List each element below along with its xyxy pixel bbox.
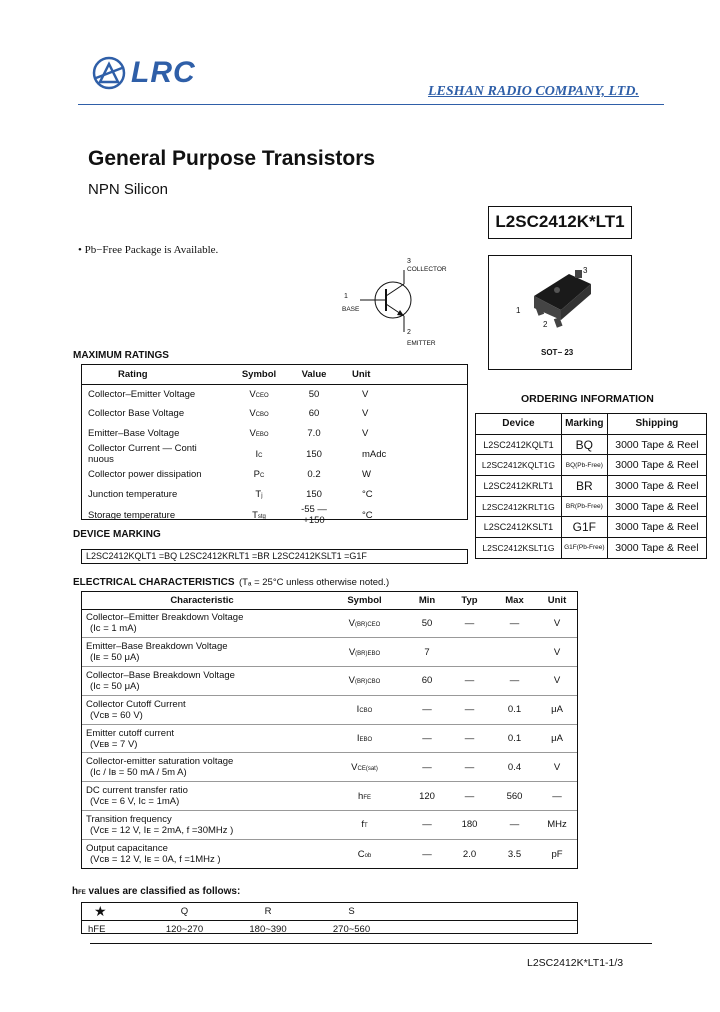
table-row bbox=[82, 404, 467, 424]
max-cell: 3.5 bbox=[507, 848, 522, 860]
col-header-typ: Typ bbox=[447, 592, 492, 609]
table-row bbox=[82, 724, 577, 753]
characteristic-cell: DC current transfer ratio (Vᴄᴇ = 6 V, Iᴄ = 1mA) bbox=[82, 782, 322, 811]
hfe-table-frame bbox=[81, 902, 578, 934]
min-cell: — bbox=[407, 811, 447, 840]
symbol-cell: V(BR)CEO bbox=[322, 609, 407, 638]
max-cell: 560 bbox=[492, 782, 537, 811]
hfe-value-r: 180~390 bbox=[249, 923, 287, 935]
symbol-cell: V(BR)CBO bbox=[322, 667, 407, 696]
table-row bbox=[82, 667, 577, 696]
marking-cell: BR bbox=[561, 476, 607, 497]
device-cell: L2SC2412KRLT1 bbox=[476, 476, 562, 497]
pin3-label: 3 bbox=[407, 258, 411, 265]
symbol-cell: fT bbox=[322, 811, 407, 840]
marking-cell: G1F(Pb-Free) bbox=[561, 538, 607, 559]
symbol-cell: Cob bbox=[357, 848, 372, 860]
page-title: General Purpose Transistors bbox=[88, 147, 376, 170]
symbol-cell: VCEO bbox=[249, 389, 269, 400]
value-cell: 150 bbox=[306, 448, 322, 460]
min-cell: 120 bbox=[407, 782, 447, 811]
pkg-pin2: 2 bbox=[543, 320, 548, 329]
package-box bbox=[488, 255, 632, 370]
collector-label: COLLECTOR bbox=[407, 266, 447, 273]
symbol-cell: V(BR)EBO bbox=[322, 638, 407, 667]
unit-cell: V bbox=[362, 408, 369, 420]
max-cell: — bbox=[492, 811, 537, 840]
col-header-min: Min bbox=[407, 592, 447, 609]
symbol-cell: Tstg bbox=[252, 509, 266, 521]
ordering-header-row bbox=[476, 414, 707, 435]
footer-rule bbox=[90, 943, 652, 944]
value-cell: 50 bbox=[308, 389, 320, 400]
symbol-cell: IC bbox=[255, 448, 263, 460]
col-header-symbol: Symbol bbox=[322, 592, 407, 609]
electrical-table bbox=[82, 592, 577, 868]
table-row bbox=[82, 839, 577, 868]
max-ratings-table-frame bbox=[81, 364, 468, 526]
unit-cell: V bbox=[537, 638, 577, 667]
table-row bbox=[82, 443, 467, 465]
unit-cell: W bbox=[362, 469, 371, 481]
min-cell: — bbox=[422, 848, 432, 860]
company-name: LESHAN RADIO COMPANY, LTD. bbox=[428, 84, 639, 99]
ordering-title: ORDERING INFORMATION bbox=[521, 393, 654, 405]
table-row bbox=[476, 476, 707, 497]
characteristic-cell: Collector–Emitter Breakdown Voltage (Iᴄ = 1 mA) bbox=[82, 609, 322, 638]
unit-cell: — bbox=[537, 782, 577, 811]
typ-cell: — bbox=[447, 724, 492, 753]
rating-cell: Storage temperature bbox=[88, 509, 176, 521]
min-cell: 60 bbox=[407, 667, 447, 696]
electrical-title: ELECTRICAL CHARACTERISTICS bbox=[73, 577, 235, 588]
unit-cell: V bbox=[537, 609, 577, 638]
characteristic-cell: Emitter cutoff current (Vᴇʙ = 7 V) bbox=[82, 724, 322, 753]
pin1-label: 1 bbox=[344, 293, 348, 300]
rating-cell: Junction temperature bbox=[88, 488, 178, 500]
hfe-row-label: hFE bbox=[88, 923, 106, 935]
table-row bbox=[82, 811, 577, 840]
max-cell: 0.1 bbox=[492, 695, 537, 724]
base-label: BASE bbox=[342, 306, 360, 313]
marking-cell: BQ bbox=[561, 434, 607, 455]
unit-cell: V bbox=[537, 753, 577, 782]
device-cell: L2SC2412KQLT1 bbox=[476, 434, 562, 455]
pkg-pin1: 1 bbox=[516, 306, 521, 315]
device-marking-text: L2SC2412KQLT1 =BQ L2SC2412KRLT1 =BR L2SC2412KSLT1 =G1F bbox=[81, 549, 468, 564]
electrical-header-row bbox=[82, 592, 577, 609]
unit-cell: V bbox=[537, 667, 577, 696]
lrc-logo-icon bbox=[92, 56, 126, 90]
table-row bbox=[82, 695, 577, 724]
max-cell: 0.4 bbox=[492, 753, 537, 782]
emitter-label: EMITTER bbox=[407, 340, 436, 347]
hfe-value-row bbox=[82, 921, 577, 938]
symbol-cell: Tj bbox=[255, 488, 263, 500]
characteristic-cell: Output capacitance (Vᴄʙ = 12 V, Iᴇ = 0A, f =1MHz ) bbox=[86, 843, 221, 866]
typ-cell: 2.0 bbox=[462, 848, 477, 860]
device-cell: L2SC2412KSLT1G bbox=[476, 538, 562, 559]
value-cell: -55 —+150 bbox=[301, 504, 327, 526]
table-row bbox=[476, 434, 707, 455]
rating-cell: Collector Current — Conti nuous bbox=[88, 443, 197, 465]
hfe-header-row bbox=[82, 903, 577, 921]
feature-text: Pb−Free Package is Available. bbox=[84, 244, 219, 256]
max-ratings-table bbox=[82, 365, 467, 526]
bullet-icon: • bbox=[78, 244, 82, 256]
max-cell: 0.1 bbox=[492, 724, 537, 753]
value-cell: 7.0 bbox=[307, 427, 321, 439]
typ-cell: 180 bbox=[447, 811, 492, 840]
pin2-label: 2 bbox=[407, 329, 411, 336]
col-header-marking: Marking bbox=[561, 414, 607, 435]
transistor-schematic bbox=[340, 256, 460, 351]
unit-cell: μA bbox=[537, 724, 577, 753]
table-row bbox=[82, 504, 467, 526]
min-cell: — bbox=[407, 695, 447, 724]
col-header-value: Value bbox=[301, 369, 327, 380]
typ-cell: — bbox=[447, 782, 492, 811]
symbol-cell: ICBO bbox=[322, 695, 407, 724]
logo-text: LRC bbox=[131, 56, 196, 89]
rating-cell: Collector Base Voltage bbox=[88, 408, 185, 420]
marking-cell: BQ(Pb-Free) bbox=[561, 455, 607, 476]
unit-cell: mAdc bbox=[362, 448, 387, 460]
col-header-symbol: Symbol bbox=[241, 369, 277, 380]
typ-cell: — bbox=[447, 753, 492, 782]
class-q: Q bbox=[180, 906, 189, 917]
unit-cell: V bbox=[362, 427, 369, 439]
typ-cell: — bbox=[447, 667, 492, 696]
unit-cell: μA bbox=[537, 695, 577, 724]
characteristic-cell: Transition frequency (Vᴄᴇ = 12 V, Iᴇ = 2mA, f =30MHz ) bbox=[82, 811, 322, 840]
class-s: S bbox=[348, 906, 355, 917]
table-row bbox=[82, 424, 467, 444]
col-header-characteristic: Characteristic bbox=[82, 592, 322, 609]
col-header-rating: Rating bbox=[118, 369, 148, 380]
device-marking-title: DEVICE MARKING bbox=[73, 529, 161, 540]
typ-cell: — bbox=[447, 609, 492, 638]
table-row bbox=[82, 465, 467, 485]
table-row bbox=[82, 638, 577, 667]
max-cell: — bbox=[492, 667, 537, 696]
value-cell: 0.2 bbox=[307, 469, 321, 481]
col-header-unit: Unit bbox=[352, 369, 371, 380]
col-header-shipping: Shipping bbox=[607, 414, 706, 435]
min-cell: 7 bbox=[407, 638, 447, 667]
min-cell: — bbox=[407, 753, 447, 782]
hfe-value-q: 120~270 bbox=[165, 923, 204, 935]
hfe-value-s: 270~560 bbox=[332, 923, 371, 935]
table-row bbox=[82, 485, 467, 505]
ordering-table bbox=[475, 413, 707, 559]
pkg-pin3: 3 bbox=[583, 266, 588, 275]
characteristic-cell: Collector-emitter saturation voltage (Iᴄ / Iʙ = 50 mA / 5m A) bbox=[82, 753, 322, 782]
max-ratings-header-row bbox=[82, 365, 467, 385]
electrical-title-line bbox=[73, 572, 389, 590]
header-rule bbox=[78, 104, 664, 105]
table-row bbox=[476, 517, 707, 538]
characteristic-cell: Collector Cutoff Current (Vᴄʙ = 60 V) bbox=[82, 695, 322, 724]
symbol-cell: VCE(sat) bbox=[322, 753, 407, 782]
unit-cell: °C bbox=[362, 488, 373, 500]
symbol-cell: VEBO bbox=[249, 427, 269, 439]
star-icon: ★ bbox=[94, 903, 107, 919]
device-cell: L2SC2412KRLT1G bbox=[476, 496, 562, 517]
table-row bbox=[476, 496, 707, 517]
characteristic-cell: Collector–Base Breakdown Voltage (Iᴄ = 50 μA) bbox=[82, 667, 322, 696]
shipping-cell: 3000 Tape & Reel bbox=[607, 476, 706, 497]
min-cell: — bbox=[407, 724, 447, 753]
table-row bbox=[476, 538, 707, 559]
feature-bullet bbox=[78, 244, 218, 256]
electrical-table-frame bbox=[81, 591, 578, 869]
marking-cell: BR(Pb-Free) bbox=[561, 496, 607, 517]
unit-cell: °C bbox=[362, 509, 373, 521]
table-row bbox=[82, 782, 577, 811]
unit-cell: pF bbox=[551, 848, 563, 860]
shipping-cell: 3000 Tape & Reel bbox=[607, 538, 706, 559]
min-cell: 50 bbox=[407, 609, 447, 638]
unit-cell: MHz bbox=[537, 811, 577, 840]
marking-cell: G1F bbox=[561, 517, 607, 538]
symbol-cell: VCBO bbox=[249, 408, 269, 420]
table-row bbox=[82, 609, 577, 638]
max-cell bbox=[492, 638, 537, 667]
value-cell: 150 bbox=[306, 488, 322, 500]
rating-cell: Collector–Emitter Voltage bbox=[88, 389, 196, 400]
rating-cell: Emitter–Base Voltage bbox=[88, 427, 180, 439]
col-header-max: Max bbox=[492, 592, 537, 609]
pkg-name: SOT− 23 bbox=[541, 348, 574, 357]
symbol-cell: hFE bbox=[322, 782, 407, 811]
part-number-box: L2SC2412K*LT1 bbox=[488, 206, 632, 239]
characteristic-cell: Emitter–Base Breakdown Voltage (Iᴇ = 50 μA) bbox=[82, 638, 322, 667]
shipping-cell: 3000 Tape & Reel bbox=[607, 496, 706, 517]
hfe-title: hFE values are classified as follows: bbox=[72, 886, 241, 897]
max-cell: — bbox=[492, 609, 537, 638]
table-row bbox=[82, 385, 467, 405]
typ-cell: — bbox=[447, 695, 492, 724]
table-row bbox=[476, 455, 707, 476]
electrical-note: (Tₐ = 25°C unless otherwise noted.) bbox=[238, 577, 390, 588]
rating-cell: Collector power dissipation bbox=[88, 469, 202, 481]
shipping-cell: 3000 Tape & Reel bbox=[607, 434, 706, 455]
typ-cell bbox=[447, 638, 492, 667]
col-header-unit: Unit bbox=[537, 592, 577, 609]
page-subtitle: NPN Silicon bbox=[88, 181, 169, 198]
col-header-device: Device bbox=[476, 414, 562, 435]
symbol-cell: IEBO bbox=[322, 724, 407, 753]
max-ratings-title: MAXIMUM RATINGS bbox=[73, 350, 169, 361]
device-cell: L2SC2412KQLT1G bbox=[476, 455, 562, 476]
shipping-cell: 3000 Tape & Reel bbox=[607, 455, 706, 476]
unit-cell: V bbox=[362, 389, 369, 400]
shipping-cell: 3000 Tape & Reel bbox=[607, 517, 706, 538]
symbol-cell: PC bbox=[253, 469, 265, 481]
footer-page-ref: L2SC2412K*LT1-1/3 bbox=[527, 957, 624, 969]
hfe-table bbox=[82, 903, 577, 938]
class-r: R bbox=[264, 906, 272, 917]
table-row bbox=[82, 753, 577, 782]
device-cell: L2SC2412KSLT1 bbox=[476, 517, 562, 538]
value-cell: 60 bbox=[308, 408, 320, 420]
